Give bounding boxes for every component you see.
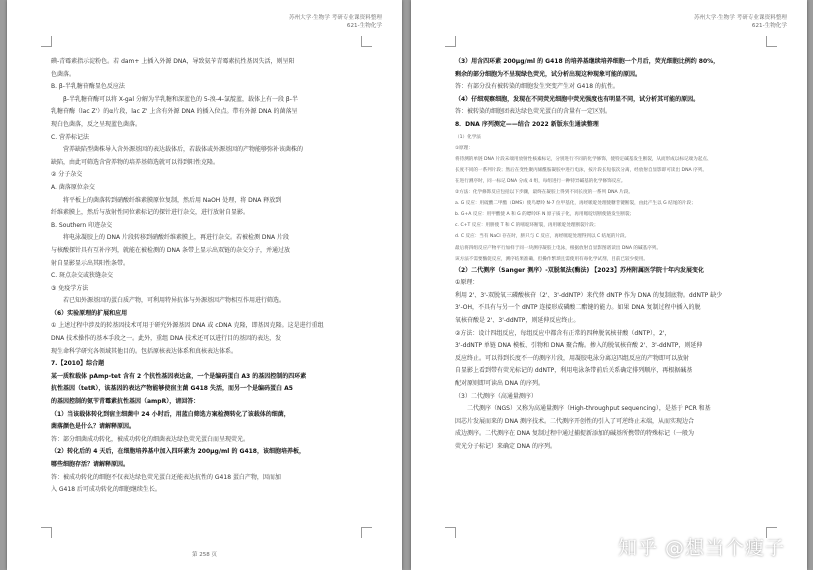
text-line: 射自显影显示出其阳性条带。 [51, 259, 130, 267]
text-line: ①原理： [455, 145, 473, 151]
text-line: 色菌落。 [51, 70, 76, 78]
text-line: 配对原则即可读出 DNA 的序列。 [455, 380, 545, 388]
text-line: 哪些细胞存活？请解释原因。 [51, 461, 130, 468]
text-line: 将待测的单链 DNA 片段末端用放射性核素标记，分别进行不同的化学修饰，使特定碱基发生断裂，从而形成以标记端为起点、 [455, 156, 712, 162]
text-line: 抗性基因（tetR），该基因的表达产物能够使宿主菌 G418 失活，而另一个是编码蛋白 A5 [51, 385, 293, 393]
text-line: （2）二代测序（Sanger 测序）-双脱氧法(酶法) 【2023】苏州附属医学院十年内发展变化 [455, 266, 704, 274]
text-line: 荧光分子标记）来确定 DNA 的序列。 [455, 443, 557, 450]
crop-mark [41, 36, 52, 47]
page-number: 第 258 页 [192, 552, 217, 558]
text-line: 若已知外源基因的蛋白质产物，可利用特异抗体与外源基因产物相互作用进行筛选。 [63, 297, 286, 305]
text-line: DNA 技术操作的基本手段之一。此外，重组 DNA 技术还可以进行目的基因的表达，发 [51, 335, 282, 343]
document-page-right [411, 0, 807, 570]
text-line: 剩余的部分细胞为不呈现绿色荧光，试分析出现这种现象可能的原因。 [455, 70, 642, 78]
text-line: （3）用含四环素 200μg/ml 的 G418 的培养基继续培养细胞一个月后，荧光细胞比例约 80%， [455, 58, 720, 65]
page-header [289, 14, 382, 30]
text-line: 答：部分细菌成功转化，被成功转化的细菌表达绿色荧光蛋白而呈现荧光。 [51, 435, 250, 443]
text-line: c. C+T 反应：用肼使 T 和 C 的嘧啶环断裂，再用哌啶处理断裂片段； [455, 223, 599, 229]
text-line: ②方法：化学修饰反应包括以下步骤，最终在凝胶上得到不同长度的一系列 DNA 片段。 [455, 190, 633, 196]
header-code: 621-生物化学 [751, 23, 787, 29]
text-line: 现生命科学研究各领域其他目的。包括原核表达体系和真核表达体系。 [51, 347, 238, 355]
text-line: a. G 反应：用硫酸二甲酯（DMS）使鸟嘌呤 N-7 位甲基化，再经哌啶处理使糖苷键断裂，由此产生以 G 结尾的片段； [455, 201, 696, 207]
text-line: （2）转化后的 4 天后，在细胞培养基中加入四环素为 200μg/ml 的 G418，该细胞培养板， [51, 448, 305, 456]
text-line: 最后将四组反应产物平行加样于同一块测序凝胶上电泳，根据放射自显影图谱读出 DNA 的碱基序列。 [455, 245, 661, 251]
crop-mark [445, 36, 456, 47]
text-line: 8．DNA 序列测定——结合 2022 新版东生通读整理 [455, 120, 599, 128]
watermark: 知乎 @想当个瘦子 [617, 537, 785, 559]
text-line: d. C 反应：当有 NaCl 存在时，肼只与 C 反应，再经哌啶处理得到以 C 结尾的片段。 [455, 234, 630, 240]
page-header [694, 14, 787, 30]
text-line: 将电泳凝胶上的 DNA 片段转移到硝酸纤维素膜上，再进行杂交。若被检测 DNA 片段 [63, 234, 290, 242]
text-line: 某一质粒载体 pAmp-tet 含有 2 个抗性基因表达盒，一个是编码蛋白 A3 的基因控制的四环素 [51, 372, 307, 380]
text-line: 菌落颜色是什么？请解释原因。 [51, 423, 136, 431]
text-line: A. 菌落原位杂交 [51, 183, 95, 191]
text-line: 与核酸探针具有互补序列，就能在被检测的 DNA 条带上显示出双链的杂交分子，并通过放 [51, 246, 291, 254]
text-line: （1）化学法 [455, 134, 481, 140]
text-line: （4）仔细观察细胞，发现在不同荧光细胞中荧光强度也有明显不同，试分析其可能的原因。 [455, 95, 700, 103]
text-line: C. 营养标记法 [51, 133, 90, 141]
text-line: B. Southern 印迹杂交 [51, 221, 113, 229]
text-line: ①原理： [455, 279, 479, 287]
header-school: 苏州大学·生物学 考研专业课资料整理 [288, 15, 382, 21]
text-line: 答：被转染的细胞团表达绿色荧光蛋白的含量有一定区别。 [455, 108, 612, 116]
page-body [51, 56, 362, 530]
text-line: 现白色菌落，反之呈现蓝色菌落。 [51, 120, 142, 128]
crop-mark [361, 36, 372, 47]
text-line: 的基因控制的氨苄青霉素抗性基因（ampR），请回答： [51, 398, 200, 406]
text-line: （3）二代测序（高通量测序） [455, 392, 537, 400]
text-line: 3'-ddNTP 单链 DNA 模板、引物和 DNA 聚合酶。掺入的脱氧核苷酸 2'、3'-ddNTP，则延伸 [455, 342, 703, 350]
text-line: 碘-青霉素指示淀粉色。若 dam+ 上插入外源 DNA，导致氨苄青霉素抗性基因失活，则呈阳 [51, 58, 295, 65]
text-line: B. β-半乳糖苷酶显色反应法 [51, 83, 125, 91]
text-line: ② 分子杂交 [51, 171, 83, 179]
text-line: 自显影上看到带有荧光标记的 ddNTP，利用电泳条带前后关系确定排列顺序，再根据碱基 [455, 367, 693, 375]
text-line: 在进行测序时，同一标记 DNA 分成 4 组，每组进行一种特异碱基的化学修饰反应。 [455, 178, 626, 184]
header-code: 621-生物化学 [346, 23, 382, 29]
text-line: 二代测序（NGS）又称为高通量测序（High-throughput sequencing），是基于 PCR 和基 [467, 405, 711, 413]
text-line: 因芯片发展而来的 DNA 测序技术。二代测序开创性的引入了可逆终止末端，从而实现边合 [455, 417, 695, 425]
text-line: ②方法：设计四组反应，每组反应中都含有正常的四种脱氧核苷酸（dNTP），2'， [455, 329, 671, 337]
text-line: 该方法不需要酶促反应，测序结果准确，但操作繁琐且需使用有毒化学试剂，目前已较少使用。 [455, 256, 648, 262]
text-line: 将平板上的菌落转到硝酸纤维素膜原位复制，然后用 NaOH 处理，将 DNA 释放到 [63, 196, 282, 204]
document-page-left [7, 0, 402, 570]
text-line: 反应终止。可以得到长度不一的测序片段，用凝胶电泳分离这四组反应的产物即可以放射 [455, 354, 690, 362]
text-line: （1）当该载体转化到宿主细菌中 24 小时后，用蓝白筛选方案检测转化了该载体的细菌， [51, 410, 290, 418]
crop-mark [361, 527, 372, 538]
text-line: 入 G418 后可成功转化的细胞继续生长。 [51, 486, 161, 494]
text-line: 成边测序。二代测序在 DNA 复制过程中通过捕捉新添加的碱基所携带的特殊标记（一般为 [455, 430, 695, 438]
text-line: （6）实验原理的扩展和应用 [51, 309, 128, 317]
text-line: β-半乳糖苷酶可以将 X-gal 分解为半乳糖和深蓝色的 5-溴-4-氯靛蓝，载体上有一段 β-半 [63, 95, 298, 103]
text-line: 缺陷，由此可筛选含营养物的培养基筛选就可以得到阳性克隆。 [51, 158, 220, 166]
text-line: 长度不同的一系列片段；然后在变性聚丙烯酰胺凝胶中进行电泳，按片段长短依次分离，经放射自显影即可读出 DNA 序列。 [455, 167, 707, 173]
text-line: 利用 2'、3'-双脱氧三磷酸核苷（2'、3'-ddNTP）来代替 dNTP 作为 DNA 的复制底物。ddNTP 缺少 [455, 291, 723, 299]
text-line: 答：被成功转化的细胞不仅表达绿色荧光蛋白还能表达抗性的 G418 蛋白产物，因而加 [51, 473, 281, 481]
text-line: 乳糖苷酶（lac Z'）的α片段，lac Z' 上含有外源 DNA 的插入位点。带有外源 DNA 的菌落呈 [51, 108, 298, 116]
text-line: 7.【2010】综合题 [51, 360, 105, 368]
text-line: ③ 免疫学方法 [51, 284, 89, 292]
text-line: C. 斑点杂交或狭缝杂交 [51, 272, 114, 280]
crop-mark [766, 36, 777, 47]
text-line: b. G+A 反应：用甲酸使 A 和 G 的嘌呤环 N 原子质子化，再用哌啶切断使链发生断裂； [455, 212, 635, 218]
text-line: ① 上述过程中涉及的转基因技术可用于研究外源基因 DNA 或 cDNA 克隆，即基因克隆。这是进行重组 [51, 322, 324, 330]
text-line: 营养缺陷型菌株导入含外源基因的表达载体后，若载体或外源基因的产物能够弥补该菌株的 [63, 146, 304, 154]
text-line: 答：有部分没有被转染的细胞发生突变产生对 G418 的抗性。 [455, 83, 619, 91]
text-line: 纤维素膜上，然后与放射性同位素标记的探针进行杂交，进行放射自显影。 [51, 209, 250, 217]
header-school: 苏州大学·生物学 考研专业课资料整理 [693, 15, 787, 21]
page-body [455, 56, 767, 530]
text-line: 3'-OH，不具有与另一个 dNTP 连接形成磷酸二酯键的能力。如果 DNA 复制过程中插入的脱 [455, 304, 701, 312]
text-line: 氧核苷酸是 2'、3'-ddNTP，则延伸反应终止。 [455, 317, 580, 325]
